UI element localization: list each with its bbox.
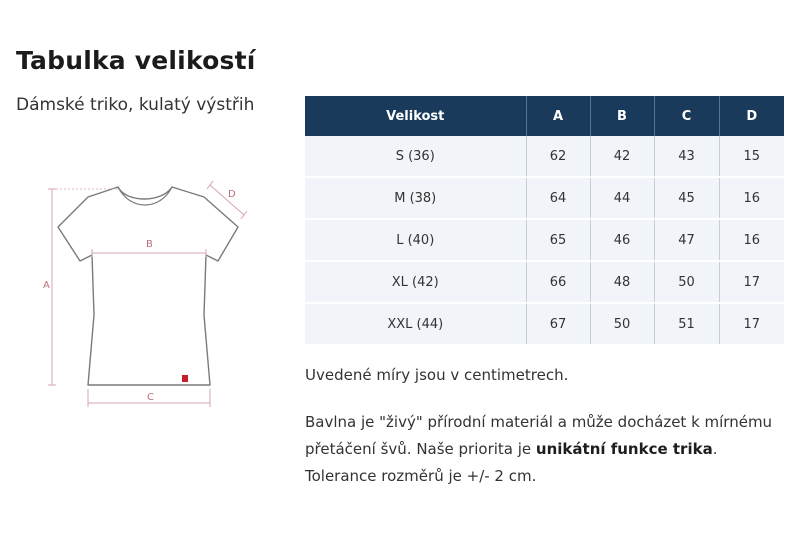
table-row	[305, 303, 784, 344]
table-header-row	[305, 96, 784, 136]
material-description	[305, 409, 795, 490]
cell-size: XL (42)	[305, 261, 526, 303]
tshirt-measurement-diagram	[30, 175, 260, 415]
col-header-c: C	[654, 96, 719, 136]
cell-size: XXL (44)	[305, 303, 526, 344]
cell-a: 62	[526, 136, 590, 177]
table-row	[305, 136, 784, 177]
cell-d: 15	[719, 136, 784, 177]
measure-c-label: C	[147, 392, 154, 403]
cell-b: 46	[590, 219, 654, 261]
tshirt-outline	[58, 187, 238, 385]
desc-text-end: .	[712, 440, 718, 458]
cell-c: 45	[654, 177, 719, 219]
cell-a: 66	[526, 261, 590, 303]
cell-a: 64	[526, 177, 590, 219]
cell-c: 43	[654, 136, 719, 177]
cell-size: L (40)	[305, 219, 526, 261]
measure-d-label: D	[228, 189, 236, 200]
product-subtitle: Dámské triko, kulatý výstřih	[16, 95, 255, 115]
cell-c: 50	[654, 261, 719, 303]
col-header-b: B	[590, 96, 654, 136]
hem-tag	[182, 375, 188, 382]
desc-text: Bavlna je "živý" přírodní materiál a může docházet k mírnému přetáčení švů. Naše priorita je	[305, 413, 773, 458]
cell-size: S (36)	[305, 136, 526, 177]
cell-d: 16	[719, 177, 784, 219]
measure-b-label: B	[146, 239, 153, 250]
cell-d: 17	[719, 303, 784, 344]
cell-a: 67	[526, 303, 590, 344]
cell-b: 50	[590, 303, 654, 344]
col-header-size: Velikost	[305, 96, 526, 136]
measure-a-label: A	[43, 280, 50, 291]
col-header-d: D	[719, 96, 784, 136]
units-note: Uvedené míry jsou v centimetrech.	[305, 366, 569, 384]
cell-b: 44	[590, 177, 654, 219]
cell-d: 16	[719, 219, 784, 261]
cell-d: 17	[719, 261, 784, 303]
table-row	[305, 261, 784, 303]
cell-b: 48	[590, 261, 654, 303]
cell-b: 42	[590, 136, 654, 177]
size-table	[305, 96, 784, 344]
page-title: Tabulka velikostí	[16, 46, 256, 75]
cell-size: M (38)	[305, 177, 526, 219]
tolerance-text: Tolerance rozměrů je +/- 2 cm.	[305, 467, 537, 485]
cell-a: 65	[526, 219, 590, 261]
table-row	[305, 177, 784, 219]
table-row	[305, 219, 784, 261]
desc-bold-text: unikátní funkce trika	[535, 440, 713, 458]
cell-c: 47	[654, 219, 719, 261]
cell-c: 51	[654, 303, 719, 344]
col-header-a: A	[526, 96, 590, 136]
